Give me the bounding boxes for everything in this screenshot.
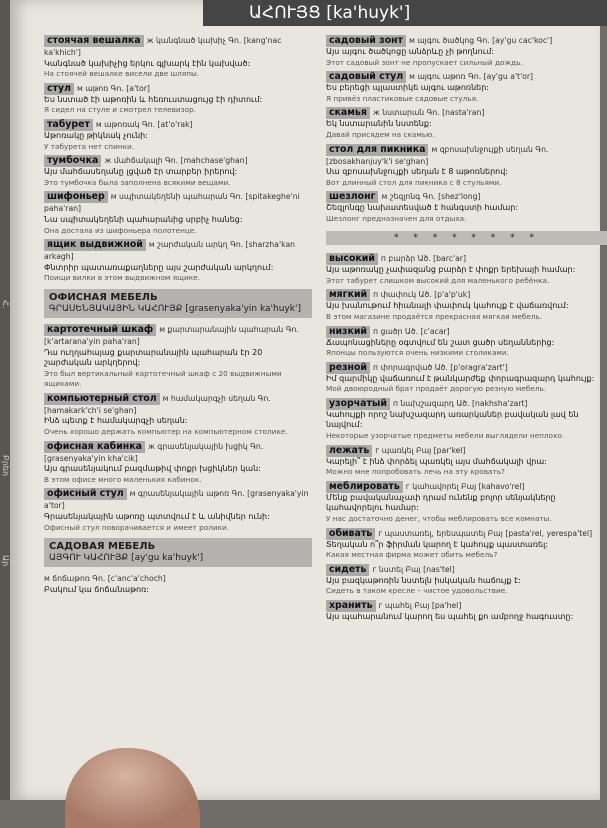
entry-example-arm: Այս պահարանում կարող ես պահել քո ամբողջ հագուստը: [326,612,574,621]
entry-meta: м շեզլոնգ Գո. [shez'long] [381,192,481,202]
entry-example-ru: У нас достаточно денег, чтобы меблировать все комнаты. [326,514,552,524]
dictionary-entry [326,71,607,104]
entry-example-arm: Դա ուղղահայաց քարտարանային պահարան էր 20 շարժական արկղերով: [44,347,263,368]
dictionary-entry [44,119,312,152]
dictionary-entry [326,600,607,623]
dictionary-entry [326,398,607,442]
entry-meta: м այգու ծածկոց Գո. [ay'gu cac'koc'] [408,36,553,45]
dictionary-entry [44,35,312,80]
section-title-ru: САДОВАЯ МЕБЕЛЬ [49,541,156,553]
entry-example-arm: Կարելի՞ է ինձ փորձել պառկել այս մահճակալի վրա: [326,456,547,466]
entry-meta: ж գրասենյակային խցիկ Գո. [grasenyaka'yin kha'cik] [44,441,264,463]
section-divider-stars: * * * * * * * * [326,231,607,246]
entry-example-arm: Շեզլոնգը նախատեսված է հանգստի համար: [326,203,519,213]
entry-example-ru: Давай присядем на скамью. [326,129,435,139]
dictionary-entry [326,528,607,561]
dictionary-entry [44,441,312,486]
entry-meta: г պաստառել, երեսպատել Բայ [pasta'rel, yerespa'tel] [378,528,593,538]
entry-example-ru: Этот табурет слишком высокий для маленького ребёнка. [326,275,550,285]
section-title-arm: ԳՐԱՍԵՆՅԱԿԱՅԻՆ ԿԱՀՈՒՅՔ [grasenyaka'yin ka'huyk'] [49,303,301,314]
entry-example-arm: Եկ նստարանին նստենք: [326,119,432,129]
entry-meta: п նախշազարդ Ած. [nakhsha'zart] [392,398,528,408]
entry-example-arm: Այս այգու ծածկոցը անձրևը չի թողնում: [326,47,494,56]
entry-meta: м աթոռ Գո. [a'tor] [76,83,150,93]
entry-meta: м համակարգչի սեղան Գո. [hamakark'ch'i se'ghan] [44,393,271,415]
entry-meta: ж նստարան Գո. [nasta'ran] [372,108,485,118]
entry-headword: садовый стул [326,71,406,83]
entry-headword: стоячая вешалка [44,35,144,47]
entry-headword: резной [326,362,370,374]
entry-example-arm: Աթոռակը թիկնակ չունի: [44,130,148,140]
entry-headword: высокий [326,253,378,265]
entry-headword: сидеть [326,564,369,576]
entry-headword: обивать [326,528,375,540]
entry-headword: мягкий [326,289,370,301]
entry-meta: ж մահճակալի Գո. [mahchase'ghan] [104,156,248,166]
entry-example-ru: Японцы пользуются очень низкими столиками. [326,348,509,358]
entry-example-arm: Այս մահճասեղանը լցված էր տարբեր իրերով: [44,167,238,177]
entry-example-arm: Ես նստած էի աթոռին և հեռուստացույց էի դիտում: [44,94,263,104]
dictionary-entry [44,393,312,438]
dictionary-entry [326,35,607,68]
entry-example-arm: Ես բերեցի պլաստիկե այգու աթոռներ: [326,83,489,93]
entry-example-arm: Մենք բավականաչափ դրամ ունենք բոլոր սենյակները կահավորելու համար: [326,492,556,513]
dictionary-page [10,0,600,800]
entry-example-ru: В этом магазине продаётся прекрасная мягкая мебель. [326,311,543,321]
entry-headword: лежать [326,445,372,457]
dictionary-entry [44,83,312,116]
entry-headword: хранить [326,600,376,612]
entry-headword: узорчатый [326,398,390,410]
entry-headword: офисный стул [44,488,127,500]
entry-headword: низкий [326,326,370,338]
dictionary-entry [326,144,607,189]
entry-example-ru: Мой двоюродный брат продаёт дорогую резную мебель. [326,384,547,394]
entry-meta: м քարտարանային պահարան Գո. [k'artarana'yin paha'ran] [44,324,299,346]
dictionary-entry [44,191,312,236]
entry-example-ru: Сидеть в таком кресле – чистое удовольствие. [326,586,508,596]
entry-example-ru: В этом офисе много маленьких кабинок. [44,474,202,484]
entry-example-ru: На стоячей вешалке висели две шляпы. [44,69,200,79]
entry-example-ru: Шезлонг предназначен для отдыха. [326,213,467,223]
entry-meta: п փորագրված Ած. [p'oragra'zart'] [373,362,508,372]
dictionary-entry [326,362,607,395]
page-header: ԱՀՈՒՅՑ [ka'huyk'] [203,0,607,26]
entry-meta: м սպիտակեղենի պահարան Գո. [spitakeghe'ni paha'ran] [44,192,300,214]
dictionary-entry [326,107,607,140]
entry-meta: м ճոճաթոռ Գո. [c'anc'a'choch] [44,574,166,584]
entry-meta: г կահավորել Բայ [kahavo'rel] [405,481,525,491]
entry-example-ru: Офисный стул поворачивается и имеет ролики. [44,522,230,532]
entry-example-ru: Это был вертикальный картотечный шкаф с 20 выдвижными ящиками. [44,368,282,389]
dictionary-entry [326,445,607,478]
entry-example-ru: Я сидел на стуле и смотрел телевизор. [44,105,196,115]
entry-meta: п փափուկ Ած. [p'a'p'uk] [373,290,471,300]
entry-meta: г պառկել Բայ [par'kel] [375,445,466,455]
dictionary-entry [44,324,312,390]
entry-meta: м աթոռակ Գո. [at'o'rak] [95,119,193,129]
entry-example-ru: Можно мне попробовать лечь на эту кровать? [326,467,505,477]
entry-meta: ж կանգնած կախիչ Գո. [kang'nac ka'khich'] [44,36,282,57]
entry-example-ru: Некоторые узорчатые предметы мебели выглядели неплохо. [326,431,565,441]
entry-example-ru: Это тумбочка была заполнена всякими вещами. [44,177,231,187]
left-column [44,35,312,598]
entry-example-arm: Այս աթոռակը չափազանց բարձր է փոքր երեխայի համար: [326,265,576,275]
dictionary-entry [326,326,607,359]
entry-example-arm: Ինձ պետք է համակարգչի սեղան: [44,416,188,426]
entry-example-ru: Какая местная фирма может обить мебель? [326,550,498,560]
entry-example-ru: Очень хорошо держать компьютер на компьютерном столике. [44,427,288,437]
thumb-image [65,748,200,828]
entry-meta: м զբոսախնջույքի սեղան Գո. [zbosakhanjuy'k'i se'ghan] [326,144,549,166]
entry-headword: стул [44,83,74,95]
dictionary-entry [44,488,312,533]
entry-headword: табурет [44,119,93,131]
entry-headword: компьютерный стол [44,393,160,405]
dictionary-entry [326,564,607,597]
entry-example-arm: Այս գրասենյակում բազմաթիվ փոքր խցիկներ կան: [44,464,261,474]
section-office-furniture [44,289,312,318]
entry-example-arm: Գրասենյակային աթոռը պտտվում է և անիվներ ունի: [44,512,270,522]
adjacent-page-edge: Հ. Բրեո Ար [0,0,12,800]
entry-meta: г պահել Բայ [pa'hel] [378,601,462,610]
entry-example-arm: Ճապոնացիները օգտվում են շատ ցածր սեղաններից: [326,337,555,347]
dictionary-entry [326,481,607,525]
entry-example-arm: Փնտրիր պատառաքաղները այս շարժական արկղում: [44,262,274,272]
entry-headword: меблировать [326,481,403,493]
entry-headword: ящик выдвижной [44,239,146,251]
entry-example-ru: Вот длинный стол для пикника с 8 стульями. [326,177,502,187]
entry-headword: тумбочка [44,155,101,167]
section-title-arm: ԱՅԳՈՒ ԿԱՀՈՒՅՔ [ay'gu ka'huyk'] [49,553,204,564]
entry-example-ru: Этот садовый зонт не пропускает сильный дождь. [326,57,523,67]
section-title-ru: ОФИСНАЯ МЕБЕЛЬ [49,291,158,303]
entry-meta: м շարժական արկղ Գո. [sharzha'kan arkagh] [44,240,296,262]
entry-example-arm: Բակում կա ճոճանաթոռ: [44,584,149,594]
entry-example-ru: Поищи вилки в этом выдвижном ящике. [44,273,200,283]
entry-example-arm: Կանգնած կախիչից երկու գլխարկ էին կախված: [44,58,251,68]
entry-meta: м գրասենյակային աթոռ Գո. [grasenyaka'yin a'tor] [44,489,309,511]
entry-headword: шезлонг [326,191,378,203]
section-garden-furniture [44,538,312,567]
entry-example-arm: Նա սպիտակեղենի պահարանից սրբիչ հանեց: [44,214,243,224]
entry-example-arm: Սա զբոսախնջույքի սեղան է 8 աթոռներով: [326,167,509,177]
entry-meta: п ցածր Ած. [c'acar] [373,326,450,336]
entry-example-arm: Տեղական ո՞ր ֆիրման կարող է կահույք պաստառել: [326,539,548,549]
entry-example-arm: Իմ զարմիկը վաճառում է թանկարժեք փորագրազարդ կահույք: [326,373,595,383]
entry-example-arm: Այս բազկաթոռին նստելն իսկական հաճույք է: [326,575,521,585]
right-column [326,35,607,626]
dictionary-entry [326,191,607,224]
dictionary-entry [326,289,607,322]
entry-example-ru: Она достала из шифоньера полотенце. [44,225,197,235]
entry-example-arm: Այս խանութում հիանալի փափուկ կահույք է վաճառվում: [326,301,569,311]
entry-headword: скамья [326,107,370,119]
entry-headword: стол для пикника [326,144,428,156]
dictionary-entry [326,253,607,286]
entry-headword: офисная кабинка [44,441,145,453]
dictionary-entry [44,155,312,188]
entry-headword: садовый зонт [326,35,406,47]
entry-headword: картотечный шкаф [44,324,156,336]
entry-meta: п բարձր Ած. [barc'ar] [380,254,466,264]
entry-meta: г նստել Բայ [nas'tel] [372,564,455,574]
dictionary-entry [44,573,312,595]
entry-example-arm: Կահույքի որոշ նախշազարդ առարկաներ բավական լավ են նայվում: [326,409,579,430]
entry-meta: м այգու աթոռ Գո. [ay'gu a't'or] [409,72,534,82]
dictionary-entry [44,239,312,284]
entry-example-ru: Я привёз пластиковые садовые стулья. [326,93,479,103]
entry-headword: шифоньер [44,191,108,203]
entry-example-ru: У табурета нет спинки. [44,141,135,151]
